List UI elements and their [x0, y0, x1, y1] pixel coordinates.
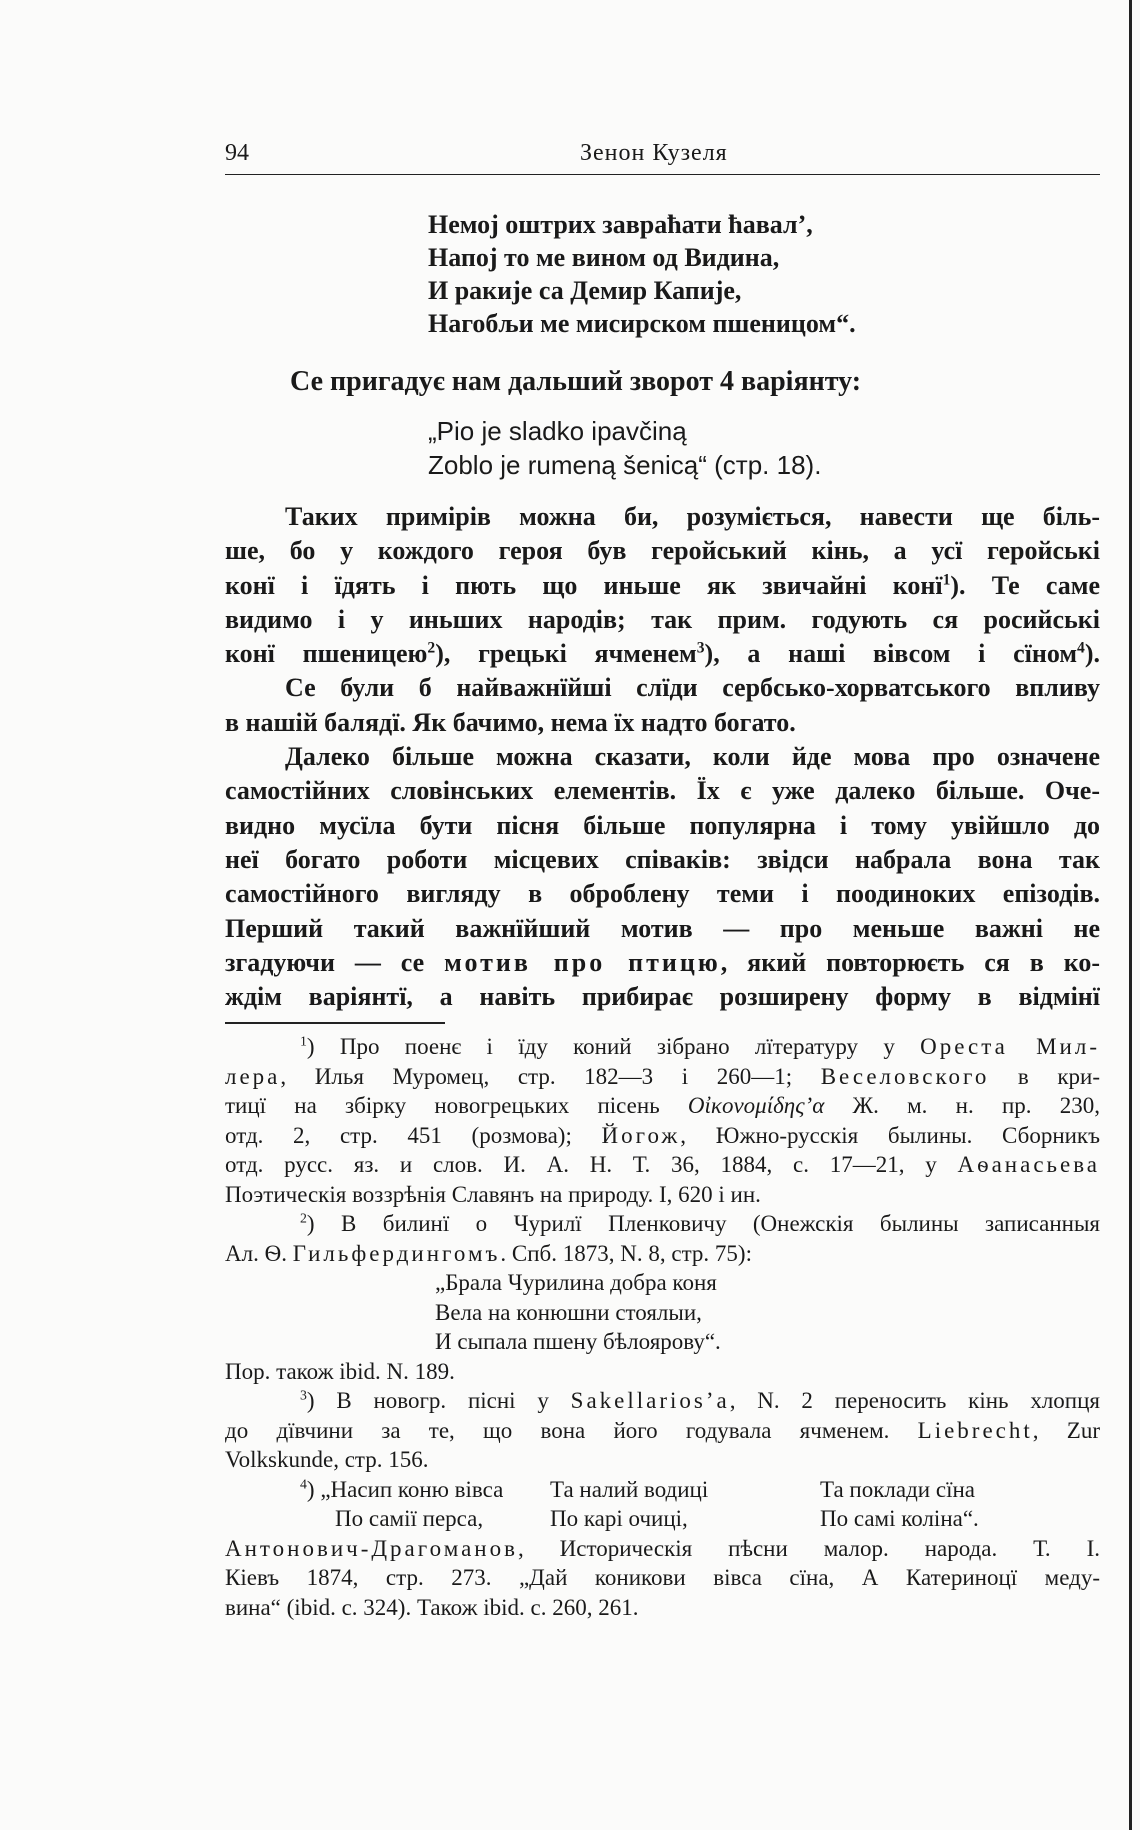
- footnote-line: Кіевъ 1874, стр. 273. „Дай коникови вівса сїна, А Катериноцї меду-: [225, 1565, 1100, 1590]
- footnote-line: Ал. Ѳ. Гильфердингомъ. Спб. 1873, N. 8, стр. 75):: [225, 1240, 752, 1266]
- body-line: Се були б найважнїйші слїди сербсько-хорватського впливу: [285, 673, 1100, 703]
- footnote-line: вина“ (ibid. с. 324). Також ibid. с. 260, 261.: [225, 1594, 639, 1620]
- footnote-verse-line: „Брала Чурилина добра коня: [435, 1270, 717, 1295]
- verse-line: Zoblo je rumeną šenicą“ (стр. 18).: [428, 450, 822, 480]
- spaced-emphasis: мотив про птицю: [444, 947, 721, 977]
- body-line: неї богато роботи місцевих співаків: звідси набрала вона так: [225, 844, 1100, 874]
- footnote-verse-columns: $^4$) „Насип коню вівса Та налий водиці Та поклади сїна: [300, 1475, 975, 1502]
- body-line: конї пшеницею$^2$), грецькі ячменем$^3$), а наші вівсом і сїном$^4$).: [225, 639, 1100, 669]
- footnote-ref: 1: [942, 570, 951, 588]
- body-line: видимо і у иньших народів; так прим. годують ся росийські: [225, 604, 1100, 634]
- body-line: Далеко більше можна сказати, коли йде мова про означене: [285, 742, 1100, 772]
- footnote-line: Пор. також ibid. N. 189.: [225, 1358, 455, 1384]
- footnote-line: Антонович-Драгоманов, Историческія пѣсни малор. народа. Т. I.: [225, 1535, 1100, 1561]
- footnote-verse-line: И сыпала пшену бѣлоярову“.: [435, 1329, 721, 1354]
- body-line: самостійного вигляду в оброблену теми і поодиноких епізодів.: [225, 879, 1100, 909]
- footnote-ref: 2: [427, 639, 436, 657]
- body-text: [225, 500, 1100, 1014]
- verse-line: Напој то ме вином од Видина,: [428, 243, 780, 272]
- footnote-line: Volkskunde, стр. 156.: [225, 1447, 429, 1472]
- footnote-line: отд. русс. яз. и слов. И. А. Н. Т. 36, 1884, с. 17—21, у Аѳанасьева: [225, 1152, 1100, 1177]
- footnote-line: до дївчини за те, що вона його годувала ячменем. Liebrecht, Zur: [225, 1417, 1100, 1443]
- body-line: ше, бо у кождого героя був геройський кінь, а усї геройські: [225, 536, 1100, 566]
- footnote-verse-line: Вела на конюшни стоялыи,: [435, 1299, 702, 1325]
- serbian-verse: [428, 208, 1028, 340]
- footnote-ref: 3: [696, 639, 705, 657]
- scan-edge: [1129, 0, 1132, 1830]
- verse-line: Нагобљи ме мисирском пшеницом“.: [428, 309, 856, 338]
- body-line: самостійних словінських елементів. Їх є уже далеко більше. Оче-: [225, 776, 1100, 806]
- running-title: Зенон Кузеля: [580, 140, 728, 166]
- footnote-line: $^2$) В билинї о Чурилї Пленковичу (Онежскія былины записанныя: [300, 1210, 1100, 1236]
- intro-line: Се пригадує нам дальший зворот 4 варіянту:: [290, 366, 862, 397]
- body-line: ждім варіянтї, а навіть прибирає розширену форму в відмінї: [225, 982, 1100, 1012]
- page-number: 94: [225, 140, 249, 166]
- body-line: згадуючи — се мотив про птицю, який повторюєть ся в ко-: [225, 947, 1100, 977]
- verse-line: И ракије са Демир Капије,: [428, 276, 742, 305]
- body-line: Таких примірів можна би, розуміється, навести ще біль-: [285, 502, 1100, 531]
- body-line: видно мусїла бути пісня більше популярна і тому увійшло до: [225, 810, 1100, 840]
- verse-line: „Pio je sladko ipavčiną: [428, 416, 687, 446]
- footnote-rule: [225, 1022, 445, 1024]
- slovene-verse: [428, 414, 988, 482]
- footnote-line: отд. 2, стр. 451 (розмова); Йогож, Южно-русскія былины. Сборникъ: [225, 1122, 1100, 1148]
- body-line: в нашій балядї. Як бачимо, нема їх надто богато.: [225, 707, 796, 737]
- footnote-verse-columns: По самії перса, По карі очиці, По самі коліна“.: [335, 1506, 979, 1531]
- footnote-line: $^1$) Про поенє і їду коний зібрано лїтературу у Ореста Мил-: [300, 1033, 1100, 1059]
- footnote-ref: 4: [1077, 639, 1085, 657]
- verse-line: Немој оштрих завраћати ћавал’,: [428, 210, 813, 239]
- footnote-line: $^3$) В новогр. пісні у Sakellarios’a, N. 2 переносить кінь хлопця: [300, 1387, 1100, 1413]
- page-header: [225, 140, 1100, 175]
- footnotes: [225, 1032, 1100, 1622]
- body-line: Перший такий важнїйший мотив — про меньше важні не: [225, 913, 1100, 943]
- footnote-line: Поэтическія воззрѣнія Славянъ на природу. I, 620 і ин.: [225, 1181, 761, 1207]
- footnote-line: тицї на збірку новогрецьких пісень Οἰκονομίδης’α Ж. м. н. пр. 230,: [225, 1093, 1100, 1118]
- footnote-line: лера, Илья Муромец, стр. 182—3 і 260—1; Веселовского в кри-: [225, 1063, 1100, 1089]
- body-line: конї і їдять і пють що иньше як звичайні конї$^1$). Те саме: [225, 570, 1100, 600]
